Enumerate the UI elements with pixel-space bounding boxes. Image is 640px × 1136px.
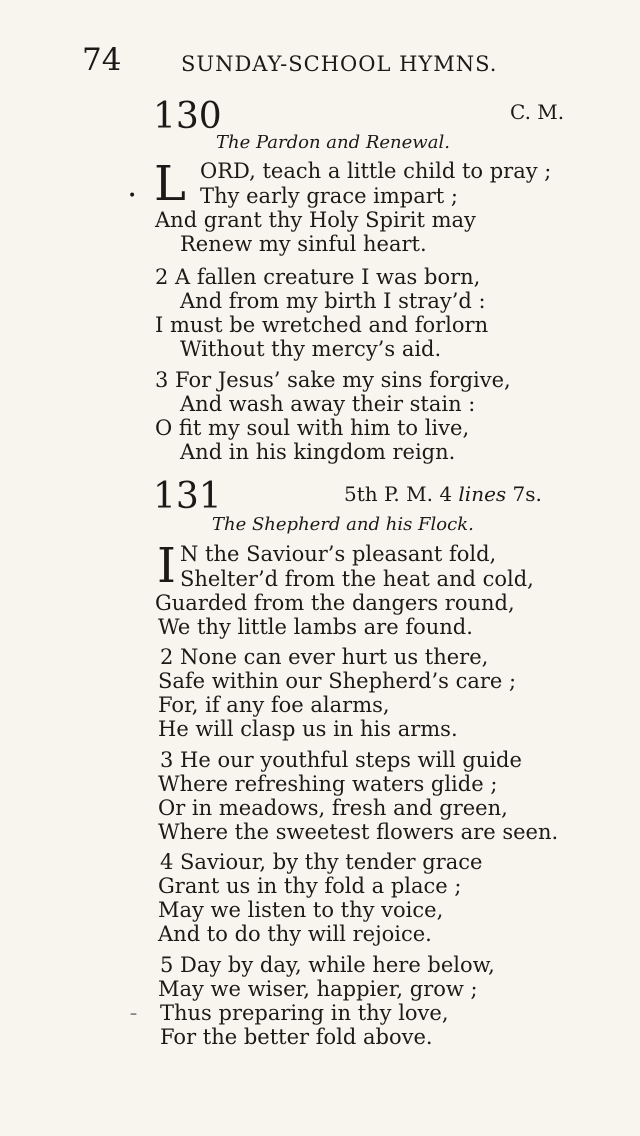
meter-em: lines: [458, 482, 507, 506]
meter-post: 7s.: [512, 482, 542, 506]
verse-line: Grant us in thy fold a place ;: [158, 874, 462, 898]
verse-line: 2 None can ever hurt us there,: [160, 645, 489, 669]
verse-line: ORD, teach a little child to pray ;: [200, 159, 552, 183]
verse-line: Thy early grace impart ;: [200, 184, 458, 208]
hymn-title: The Shepherd and his Flock.: [212, 514, 474, 535]
verse-line: Where refreshing waters glide ;: [158, 772, 498, 796]
verse-line: I must be wretched and forlorn: [155, 313, 489, 337]
verse-line: 2 A fallen creature I was born,: [155, 265, 481, 289]
verse-line: Guarded from the dangers round,: [155, 591, 515, 615]
print-mark: •: [128, 188, 137, 204]
verse-line: And wash away their stain :: [180, 392, 476, 416]
verse-line: Shelter’d from the heat and cold,: [180, 567, 534, 591]
verse-line: Safe within our Shepherd’s care ;: [158, 669, 517, 693]
verse-line: And grant thy Holy Spirit may: [155, 208, 476, 232]
verse-line: 5 Day by day, while here below,: [160, 953, 495, 977]
verse-line: 4 Saviour, by thy tender grace: [160, 850, 483, 874]
verse-line: 3 For Jesus’ sake my sins forgive,: [155, 368, 511, 392]
verse-line: N the Saviour’s pleasant fold,: [180, 542, 497, 566]
hymn-title: The Pardon and Renewal.: [216, 132, 450, 153]
verse-line: May we listen to thy voice,: [158, 898, 444, 922]
verse-line: Thus preparing in thy love,: [160, 1001, 449, 1025]
hymn-number: 131: [153, 476, 222, 517]
verse-line: We thy little lambs are found.: [158, 615, 473, 639]
verse-line: May we wiser, happier, grow ;: [158, 977, 478, 1001]
verse-line: Or in meadows, fresh and green,: [158, 796, 508, 820]
meter-pre: 5th P. M. 4: [344, 482, 453, 506]
verse-line: And in his kingdom reign.: [180, 440, 456, 464]
hymn-meter: [344, 482, 542, 506]
print-mark: –: [130, 1006, 137, 1022]
running-head: SUNDAY-SCHOOL HYMNS.: [181, 52, 498, 76]
verse-line: 3 He our youthful steps will guide: [160, 748, 522, 772]
verse-line: O fit my soul with him to live,: [155, 416, 470, 440]
drop-cap: L: [154, 156, 186, 212]
verse-line: And to do thy will rejoice.: [158, 922, 432, 946]
verse-line: Without thy mercy’s aid.: [180, 337, 442, 361]
verse-line: And from my birth I stray’d :: [180, 289, 486, 313]
drop-cap: I: [157, 538, 176, 594]
hymn-number: 130: [153, 96, 222, 137]
page-number: 74: [82, 42, 122, 78]
verse-line: For, if any foe alarms,: [158, 693, 390, 717]
hymn-meter: C. M.: [510, 100, 565, 124]
verse-line: For the better fold above.: [160, 1025, 433, 1049]
verse-line: Where the sweetest flowers are seen.: [158, 820, 559, 844]
verse-line: Renew my sinful heart.: [180, 232, 427, 256]
verse-line: He will clasp us in his arms.: [158, 717, 458, 741]
